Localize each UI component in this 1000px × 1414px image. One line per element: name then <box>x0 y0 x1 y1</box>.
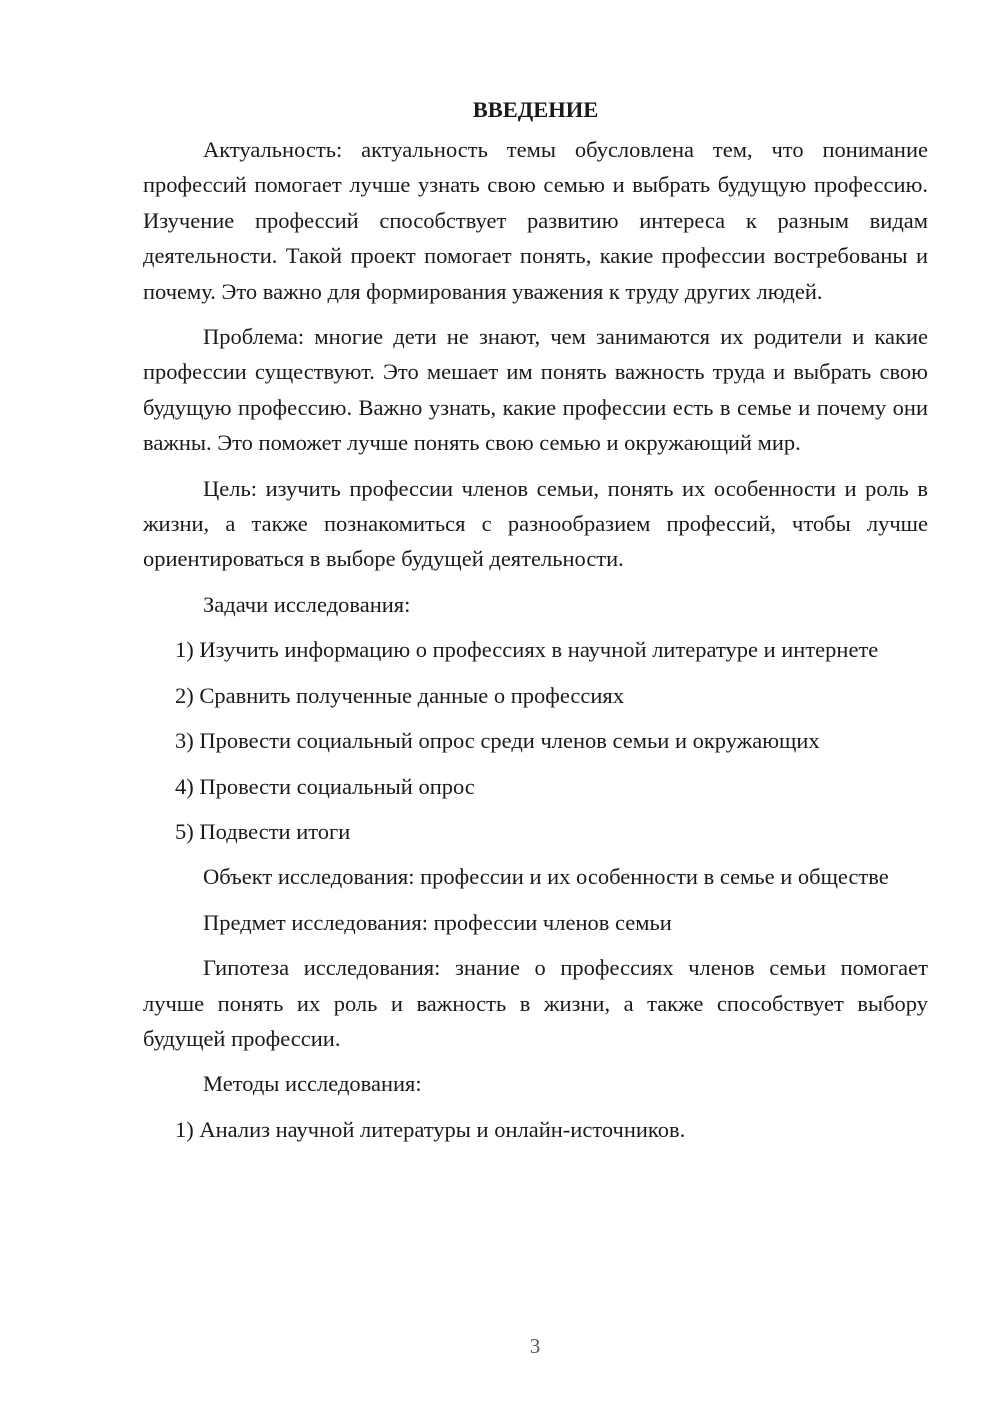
subject-paragraph: Предмет исследования: профессии членов семьи <box>203 909 672 935</box>
goal-paragraph: Цель: изучить профессии членов семьи, понять их особенности и роль в жизни, а также познакомиться с разнообразием профессий, чтобы лучше ориентироваться в выборе будущей деятельности. <box>143 475 928 572</box>
method-item: 1) Анализ научной литературы и онлайн-источников. <box>175 1116 686 1142</box>
task-item: 1) Изучить информацию о профессиях в научной литературе и интернете <box>175 637 879 663</box>
hypothesis-paragraph: Гипотеза исследования: знание о профессиях членов семьи помогает лучше понять их роль и важность в жизни, а также способствует выбору будущей профессии. <box>143 955 928 1051</box>
section-title: ВВЕДЕНИЕ <box>472 97 599 122</box>
task-item: 5) Подвести итоги <box>175 818 351 844</box>
object-paragraph: Объект исследования: профессии и их особенности в семье и обществе <box>203 864 889 890</box>
methods-list <box>143 1112 928 1147</box>
problem-paragraph: Проблема: многие дети не знают, чем занимаются их родители и какие профессии существуют. Это мешает им понять важность труда и выбрать свою будущую профессию. Важно узнать, какие профессии есть в семье и почему они важны. Это поможет лучше понять свою семью и окружающий мир. <box>143 324 928 456</box>
document-page <box>143 92 928 1157</box>
tasks-heading: Задачи исследования: <box>203 591 411 617</box>
methods-heading: Методы исследования: <box>203 1071 422 1097</box>
relevance-paragraph: Актуальность: актуальность темы обусловлена тем, что понимание профессий помогает лучше узнать свою семью и выбрать будущую профессию. Изучение профессий способствует развитию интереса к разным видам деятельности. Такой проект помогает понять, какие профессии востребованы и почему. Это важно для формирования уважения к труду других людей. <box>143 137 928 304</box>
task-item: 3) Провести социальный опрос среди членов семьи и окружающих <box>175 728 820 754</box>
task-item: 4) Провести социальный опрос <box>175 773 475 799</box>
task-item: 2) Сравнить полученные данные о профессиях <box>175 682 625 708</box>
page-number: 3 <box>529 1334 541 1358</box>
tasks-list <box>143 632 928 849</box>
